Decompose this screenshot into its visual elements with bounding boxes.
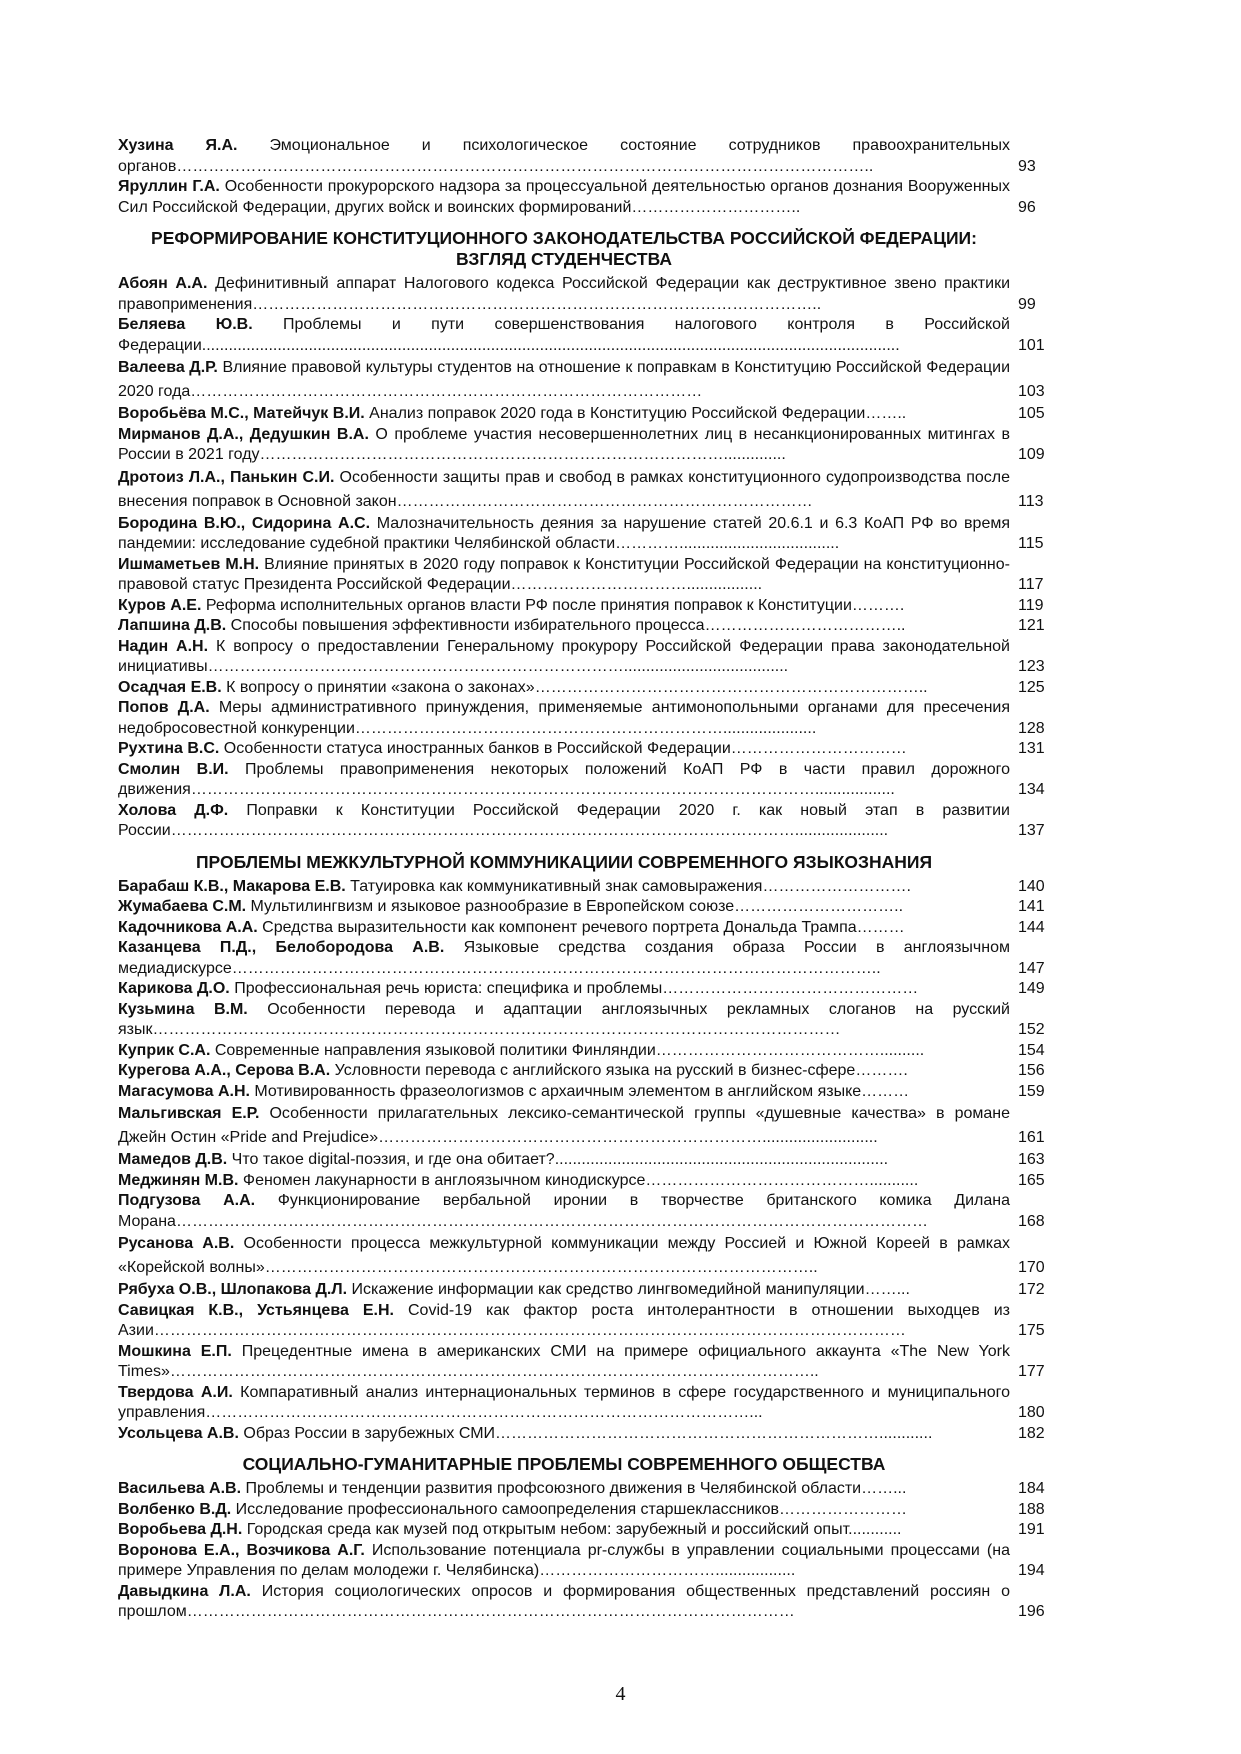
entry-title: Мультилингвизм и языковое разнообразие в Европейском союзе…………………………..	[250, 898, 904, 915]
entry-page-number: 113	[1018, 492, 1044, 510]
entry-authors: Рябуха О.В., Шлопакова Д.Л.	[118, 1281, 348, 1298]
entry-authors: Воробьева Д.Н.	[118, 1521, 243, 1538]
entry-authors: Дротоиз Л.А., Панькин С.И.	[118, 468, 335, 486]
entry-authors: Русанова А.В.	[118, 1235, 235, 1252]
entry-authors: Васильева А.В.	[118, 1480, 242, 1497]
entry-authors: Валеева Д.Р.	[118, 359, 218, 376]
toc-entry[interactable]	[118, 466, 1068, 514]
toc-entry[interactable]	[118, 637, 1068, 678]
entry-authors: Казанцева П.Д., Белобородова А.В.	[118, 939, 445, 956]
entry-authors: Барабаш К.В., Макарова Е.В.	[118, 877, 346, 895]
entry-title: Влияние принятых в 2020 году поправок к Конституции Российской Федерации на конституционно-правовой статус Президента Российской Федерации…………………………….................	[118, 555, 1010, 593]
entry-page-number: 194	[1018, 1562, 1045, 1579]
entry-title: Способы повышения эффективности избирательного процесса………………………………..	[230, 617, 906, 634]
entry-title: Феномен лакунарности в англоязычном кинодискурсе……………………………………...........	[242, 1171, 919, 1189]
page-number: 4	[615, 1683, 626, 1705]
entry-authors: Надин А.Н.	[118, 637, 209, 655]
entry-page-number: 161	[1018, 1129, 1045, 1146]
entry-title: Поправки к Конституции Российской Федерации 2020 г. как новый этап в развитии России……………………………………………………………………………………………………….....................	[118, 801, 1010, 839]
entry-authors: Холова Д.Ф.	[118, 801, 229, 819]
entry-title: Анализ поправок 2020 года в Конституцию Российской Федерации……..	[369, 405, 907, 422]
entry-page-number: 154	[1018, 1041, 1045, 1059]
entry-title: Образ России в зарубежных СМИ………………………………………………………………............	[243, 1424, 933, 1442]
entry-authors: Волбенко В.Д.	[118, 1500, 232, 1518]
entry-title: К вопросу о принятии «закона о законах»………………………………………………………………..	[226, 678, 928, 696]
entry-page-number: 125	[1018, 678, 1045, 696]
toc-entry[interactable]	[118, 1102, 1068, 1150]
entry-authors: Куров А.Е.	[118, 596, 202, 614]
entry-page-number: 99	[1018, 295, 1036, 313]
toc-entry[interactable]	[118, 938, 1068, 979]
entry-page-number: 115	[1018, 535, 1044, 552]
entry-page-number: 96	[1018, 198, 1036, 216]
toc-entry[interactable]	[118, 1191, 1068, 1232]
entry-title: Covid-19 как фактор роста интолерантности в отношении выходцев из Азии……………………………………………………………………………………………………………………………	[118, 1301, 1010, 1339]
entry-authors: Бородина В.Ю., Сидорина А.С.	[118, 514, 371, 532]
entry-page-number: 163	[1018, 1151, 1045, 1168]
entry-authors: Кадочникова А.А.	[118, 918, 258, 936]
entry-page-number: 137	[1018, 822, 1045, 839]
entry-title: Прецедентные имена в американских СМИ на примере официального аккаунта «The New York Times»…………………………………………………………………………………………………………..	[118, 1342, 1010, 1380]
entry-title: Особенности процесса межкультурной коммуникации между Россией и Южной Кореей в рамках «Корейской волны»…………………………………………………………………………………………..	[118, 1235, 1010, 1276]
entry-title: Что такое digital-поэзия, и где она обитает?...........................................................................	[231, 1151, 889, 1168]
entry-page-number: 123	[1018, 658, 1045, 675]
entry-title: Эмоциональное и психологическое состояние сотрудников правоохранительных органов…………………………………………………………………………………………………………………..	[118, 137, 1011, 175]
entry-page-number: 168	[1018, 1212, 1045, 1230]
entry-authors: Воронова Е.А., Возчикова А.Г.	[118, 1541, 365, 1559]
entry-authors: Попов Д.А.	[118, 699, 210, 716]
entry-page-number: 180	[1018, 1404, 1045, 1421]
entry-page-number: 184	[1018, 1480, 1045, 1497]
entry-title: Особенности защиты прав и свобод в рамках конституционного судопроизводства после внесения поправок в Основной закон……………………………………………………………………	[118, 468, 1011, 510]
entry-authors: Мирманов Д.А., Дедушкин В.А.	[118, 425, 369, 443]
entry-title: Проблемы и пути совершенствования налогового контроля в Российской Федерации.............................................................................................................................................................	[118, 316, 1010, 354]
toc-entry[interactable]	[118, 1171, 1068, 1192]
entry-page-number: 175	[1018, 1322, 1045, 1339]
entry-page-number: 101	[1018, 336, 1045, 354]
entry-title: Малозначительность деяния за нарушение статей 20.6.1 и 6.3 КоАП РФ во время пандемии: исследование судебной практики Челябинской области…………....................................	[118, 514, 1011, 552]
toc-entry[interactable]	[118, 1479, 1068, 1500]
entry-authors: Кузьмина В.М.	[118, 1000, 248, 1018]
entry-page-number: 144	[1018, 918, 1045, 936]
entry-authors: Мамедов Д.В.	[118, 1151, 228, 1168]
toc-entry[interactable]	[118, 425, 1068, 466]
entry-page-number: 134	[1018, 781, 1045, 798]
toc-entry[interactable]	[118, 897, 1068, 918]
entry-title: Использование потенциала pr-службы в управлении социальными процессами (на примере Управления по делам молодежи г. Челябинска)……………………………..................	[118, 1541, 1010, 1579]
entry-page-number: 117	[1018, 576, 1044, 593]
entry-title: Татуировка как коммуникативный знак самовыражения……………………….	[350, 877, 911, 895]
entry-title: Реформа исполнительных органов власти РФ после принятия поправок к Конституции……….	[205, 596, 905, 614]
toc-entry[interactable]	[118, 1000, 1068, 1041]
toc-entry[interactable]	[118, 801, 1068, 842]
toc-entry[interactable]	[118, 1082, 1068, 1103]
toc-entry[interactable]	[118, 514, 1068, 555]
entry-page-number: 172	[1018, 1281, 1045, 1298]
table-of-contents	[118, 136, 1068, 1623]
toc-entry[interactable]	[118, 596, 1068, 617]
entry-authors: Ишмаметьев М.Н.	[118, 555, 260, 573]
toc-entry[interactable]	[118, 1041, 1068, 1062]
toc-entry[interactable]	[118, 1342, 1068, 1383]
section-title: РЕФОРМИРОВАНИЕ КОНСТИТУЦИОННОГО ЗАКОНОДАТЕЛЬСТВА РОССИЙСКОЙ ФЕДЕРАЦИИ: ВЗГЛЯД СТУДЕНЧЕСТВА	[151, 228, 977, 269]
entry-title: История социологических опросов и формирования общественных представлений россиян о прошлом……………………………………………………………………………………………………	[118, 1582, 1010, 1620]
toc-entry[interactable]	[118, 1061, 1068, 1082]
toc-entry[interactable]	[118, 274, 1068, 315]
section-title: ПРОБЛЕМЫ МЕЖКУЛЬТУРНОЙ КОММУНИКАЦИИИ СОВРЕМЕННОГО ЯЗЫКОЗНАНИЯ	[195, 851, 933, 872]
entry-title: Профессиональная речь юриста: специфика и проблемы…………………………………………	[234, 980, 919, 997]
toc-entry[interactable]	[118, 1541, 1068, 1582]
entry-page-number: 165	[1018, 1171, 1045, 1189]
entry-authors: Хузина Я.А.	[118, 137, 238, 154]
entry-page-number: 140	[1018, 877, 1045, 895]
entry-title: О проблеме участия несовершеннолетних лиц в несанкционированных митингах в России в 2021 году……………………………………………………………………………..............	[118, 425, 1010, 463]
toc-entry[interactable]	[118, 979, 1068, 1000]
entry-title: Условности перевода с английского языка на русский в бизнес-сфере……….	[334, 1062, 908, 1079]
entry-page-number: 159	[1018, 1082, 1045, 1100]
toc-entry[interactable]	[118, 877, 1068, 898]
entry-page-number: 105	[1018, 405, 1045, 422]
toc-entry[interactable]	[118, 760, 1068, 801]
toc-entry[interactable]	[118, 739, 1068, 760]
toc-entry[interactable]	[118, 1424, 1068, 1445]
entry-authors: Беляева Ю.В.	[118, 316, 253, 333]
entry-authors: Подгузова А.А.	[118, 1192, 256, 1209]
entry-title: Особенности прокурорского надзора за процессуальной деятельностью органов дознания Вооруженных Сил Российской Федерации, других войск и воинских формирований…………………………..	[118, 178, 1010, 216]
entry-page-number: 121	[1018, 617, 1045, 634]
toc-entry[interactable]	[118, 1582, 1068, 1623]
entry-authors: Магасумова А.Н.	[118, 1082, 250, 1100]
toc-entry[interactable]	[118, 678, 1068, 699]
entry-page-number: 152	[1018, 1021, 1045, 1038]
entry-authors: Мошкина Е.П.	[118, 1342, 232, 1360]
toc-entry[interactable]	[118, 1280, 1068, 1301]
entry-authors: Курегова А.А., Серова В.А.	[118, 1062, 331, 1079]
entry-title: Влияние правовой культуры студентов на отношение к поправкам в Конституцию Российской Федерации 2020 года……………………………………………………………………………………	[118, 359, 1011, 400]
toc-entry[interactable]	[118, 177, 1068, 218]
entry-page-number: 170	[1018, 1259, 1045, 1276]
entry-title: Компаративный анализ интернациональных терминов в сфере государственного и муниципального управления…………………………………………………………………………………………...	[118, 1383, 1010, 1421]
entry-page-number: 128	[1018, 719, 1045, 737]
toc-entry[interactable]	[118, 1150, 1068, 1171]
entry-authors: Абоян А.А.	[118, 275, 208, 292]
entry-page-number: 103	[1018, 383, 1045, 400]
entry-title: Современные направления языковой политики Финляндии……………………………………..........	[214, 1041, 925, 1059]
entry-authors: Рухтина В.С.	[118, 740, 220, 757]
entry-authors: Воробьёва М.С., Матейчук В.И.	[118, 405, 365, 422]
entry-page-number: 109	[1018, 446, 1045, 463]
entry-page-number: 177	[1018, 1363, 1045, 1380]
entry-title: Языковые средства создания образа России в англоязычном медиадискурсе…………………………………………………………………………………………………………..	[118, 939, 1010, 977]
entry-page-number: 188	[1018, 1500, 1045, 1518]
entry-title: Проблемы и тенденции развития профсоюзного движения в Челябинской области……...	[245, 1480, 907, 1497]
toc-entry[interactable]	[118, 918, 1068, 939]
entry-title: Средства выразительности как компонент речевого портрета Дональда Трампа………	[262, 918, 905, 936]
toc-entry[interactable]	[118, 136, 1068, 177]
entry-title: К вопросу о предоставлении Генеральному прокурору Российской Федерации права законодательной инициативы…………………………………………………………………….....................................	[118, 637, 1010, 675]
entry-authors: Яруллин Г.А.	[118, 178, 220, 195]
entry-page-number: 141	[1018, 898, 1045, 915]
toc-entry[interactable]	[118, 1232, 1068, 1280]
toc-entry[interactable]	[118, 315, 1068, 356]
toc-entry[interactable]	[118, 1520, 1068, 1541]
entry-page-number: 156	[1018, 1062, 1045, 1079]
entry-title: Исследование профессионального самоопределения старшеклассников……………………	[235, 1500, 907, 1518]
toc-entry[interactable]	[118, 698, 1068, 739]
entry-title: Функционирование вербальной иронии в творчестве британского комика Дилана Морана……………………………………………………………………………………………………………………………	[118, 1192, 1011, 1230]
section-title: СОЦИАЛЬНО-ГУМАНИТАРНЫЕ ПРОБЛЕМЫ СОВРЕМЕННОГО ОБЩЕСТВА	[242, 1454, 886, 1474]
entry-authors: Карикова Д.О.	[118, 980, 230, 997]
entry-title: Особенности перевода и адаптации англоязычных рекламных слоганов на русский язык…………………………………………………………………………………………………………………	[118, 1000, 1010, 1038]
toc-entry[interactable]	[118, 555, 1068, 596]
entry-authors: Куприк С.А.	[118, 1041, 211, 1059]
toc-entry[interactable]	[118, 1383, 1068, 1424]
entry-page-number: 119	[1018, 596, 1044, 614]
entry-authors: Давыдкина Л.А.	[118, 1582, 251, 1600]
entry-authors: Савицкая К.В., Устьянцева Е.Н.	[118, 1301, 394, 1319]
entry-title: Мотивированность фразеологизмов с архаичным элементом в английском языке………	[254, 1082, 910, 1100]
entry-authors: Жумабаева С.М.	[118, 898, 247, 915]
toc-entry[interactable]	[118, 1500, 1068, 1521]
entry-authors: Смолин В.И.	[118, 760, 229, 778]
entry-page-number: 182	[1018, 1424, 1045, 1442]
entry-title: Городская среда как музей под открытым небом: зарубежный и российский опыт............	[246, 1521, 902, 1538]
toc-entry[interactable]	[118, 1301, 1068, 1342]
entry-authors: Меджинян М.В.	[118, 1171, 239, 1189]
entry-authors: Твердова А.И.	[118, 1383, 233, 1401]
entry-page-number: 196	[1018, 1603, 1045, 1620]
entry-authors: Мальгивская Е.Р.	[118, 1105, 260, 1122]
entry-authors: Осадчая Е.В.	[118, 678, 222, 696]
entry-authors: Лапшина Д.В.	[118, 617, 227, 634]
entry-title: Проблемы правоприменения некоторых положений КоАП РФ в части правил дорожного движения………………………………………………………………………………………………………..................	[118, 760, 1011, 798]
toc-entry[interactable]	[118, 356, 1068, 404]
toc-entry[interactable]	[118, 616, 1068, 637]
entry-title: Меры административного принуждения, применяемые антимонопольными органами для пресечения недобросовестной конкуренции…………………………………………………………….....................	[118, 699, 1010, 737]
entry-title: Особенности прилагательных лексико-семантической группы «душевные качества» в романе Джейн Остин «Pride and Prejudice»………………………………………………………………..........................	[118, 1105, 1010, 1146]
entry-page-number: 149	[1018, 980, 1045, 997]
entry-page-number: 93	[1018, 157, 1036, 175]
entry-title: Особенности статуса иностранных банков в Российской Федерации……………………………	[223, 740, 907, 757]
entry-title: Дефинитивный аппарат Налогового кодекса Российской Федерации как деструктивное звено практики правоприменения……………………………………………………………………………………………..	[118, 275, 1011, 313]
entry-page-number: 191	[1018, 1521, 1045, 1538]
toc-entry[interactable]	[118, 404, 1068, 425]
entry-page-number: 147	[1018, 959, 1045, 977]
entry-authors: Усольцева А.В.	[118, 1424, 239, 1442]
entry-title: Искажение информации как средство лингвомедийной манипуляции……...	[351, 1281, 910, 1298]
entry-page-number: 131	[1018, 740, 1045, 757]
